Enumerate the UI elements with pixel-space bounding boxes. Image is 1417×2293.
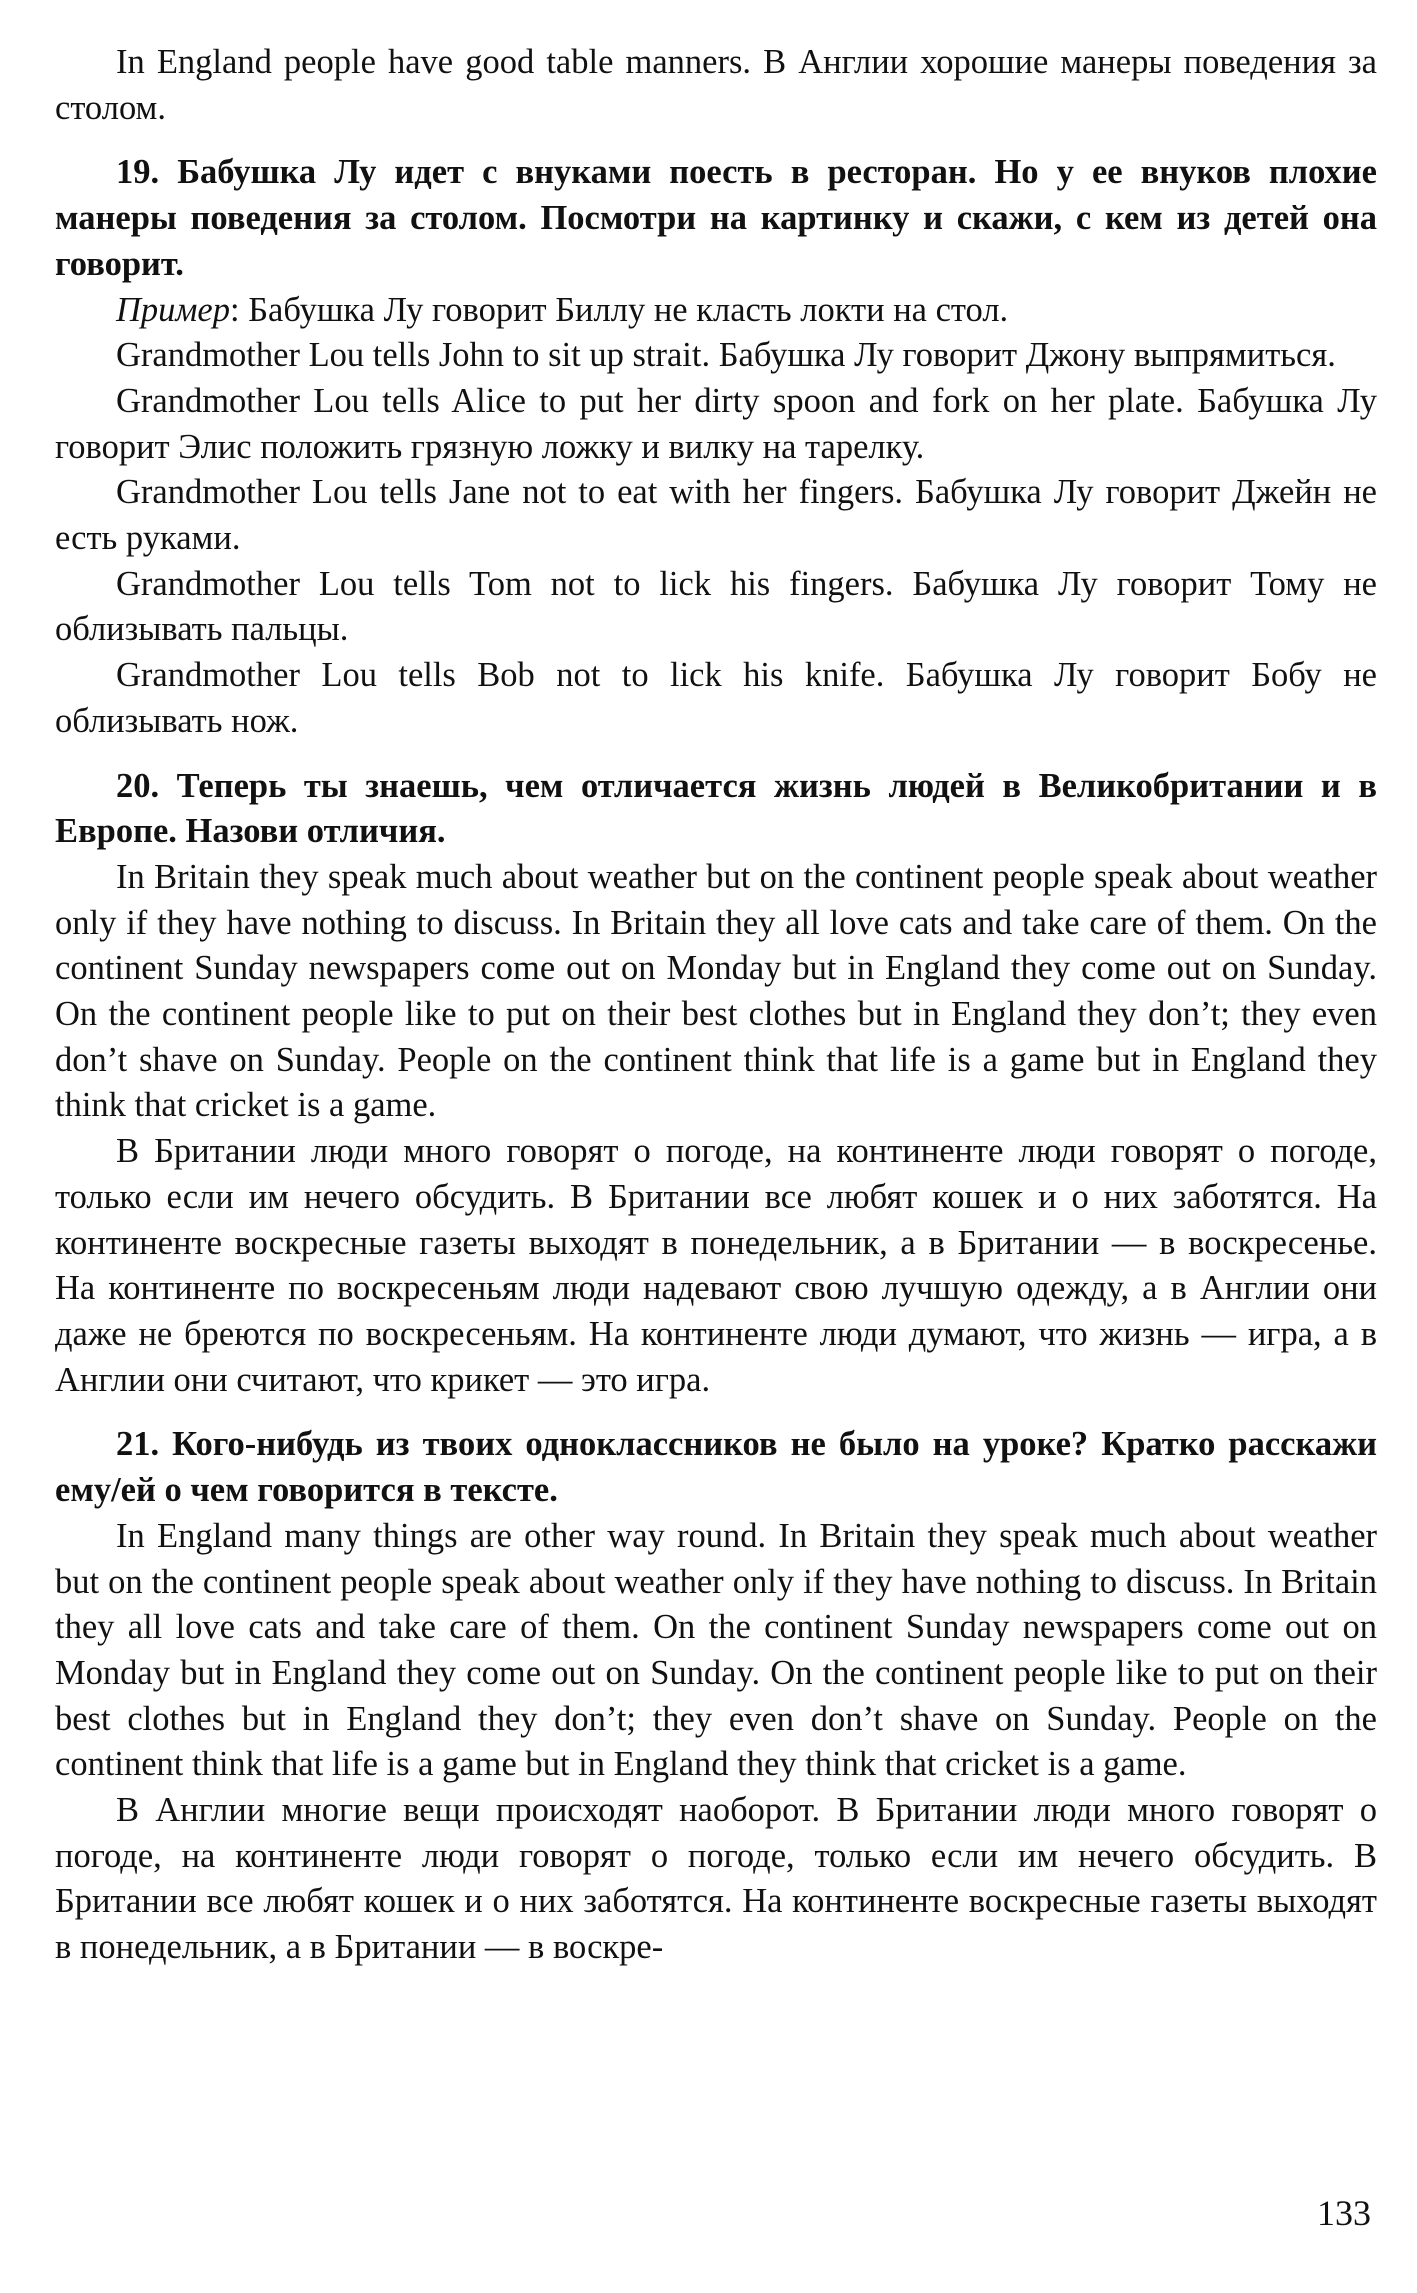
example-label: Пример bbox=[116, 290, 230, 329]
intro-paragraph: In England people have good table manners. В Англии хорошие манеры поведения за столом. bbox=[55, 43, 1377, 127]
task-19-example bbox=[55, 288, 1377, 334]
task-20-russian-paragraph: В Британии люди много говорят о погоде, на континенте люди говорят о погоде, только если им нечего обсудить. В Британии все любят кошек и о них заботятся. На континенте воскресные газеты выходят в понедельник, а в Британии — в воскресенье. На континенте по воскресеньям люди надевают свою лучшую одежду, а в Англии они даже не бреются по воскресеньям. На континенте люди думают, что жизнь — игра, а в Англии они считают, что крикет — это игра. bbox=[55, 1132, 1377, 1399]
example-text: : Бабушка Лу говорит Биллу не класть локти на стол. bbox=[230, 290, 1009, 329]
task-19-line: Grandmother Lou tells John to sit up strait. Бабушка Лу говорит Джону выпрямиться. bbox=[116, 336, 1336, 375]
page-number: 133 bbox=[1317, 2193, 1371, 2233]
task-19-line: Grandmother Lou tells Alice to put her dirty spoon and fork on her plate. Бабушка Лу говорит Элис положить грязную ложку и вилку на тарелку. bbox=[55, 381, 1377, 466]
task-21-heading: 21. Кого-нибудь из твоих одноклассников не было на уроке? Кратко расскажи ему/ей о чем говорится в тексте. bbox=[55, 1425, 1377, 1510]
task-19-line: Grandmother Lou tells Bob not to lick his knife. Бабушка Лу говорит Бобу не облизывать нож. bbox=[55, 656, 1377, 740]
task-19-heading: 19. Бабушка Лу идет с внуками поесть в ресторан. Но у ее внуков плохие манеры поведения за столом. Посмотри на картинку и скажи, с кем из детей она говорит. bbox=[55, 153, 1377, 283]
task-21-russian-paragraph: В Англии многие вещи происходят наоборот. В Британии люди много говорят о погоде, на континенте люди говорят о погоде, только если им нечего обсудить. В Британии все любят кошек и о них заботятся. На континенте воскресные газеты выходят в понедельник, а в Британии — в воскре- bbox=[55, 1791, 1377, 1967]
task-21-english-paragraph: In England many things are other way round. In Britain they speak much about weather but on the continent people speak about weather only if they have nothing to discuss. In Britain they all love cats and take care of them. On the continent Sunday newspapers come out on Monday but in England they come out on Sunday. On the continent people like to put on their best clothes but in England they don’t; they even don’t shave on Sunday. People on the continent think that life is a game but in England they think that cricket is a game. bbox=[55, 1516, 1377, 1784]
page-content bbox=[55, 40, 1377, 1971]
task-19-line: Grandmother Lou tells Jane not to eat with her fingers. Бабушка Лу говорит Джейн не есть руками. bbox=[55, 473, 1377, 558]
task-20-heading: 20. Теперь ты знаешь, чем отличается жизнь людей в Великобритании и в Европе. Назови отличия. bbox=[55, 766, 1377, 851]
task-19-line: Grandmother Lou tells Tom not to lick his fingers. Бабушка Лу говорит Тому не облизывать пальцы. bbox=[55, 564, 1377, 649]
task-20-english-paragraph: In Britain they speak much about weather but on the continent people speak about weather only if they have nothing to discuss. In Britain they all love cats and take care of them. On the continent Sunday newspapers come out on Monday but in England they come out on Sunday. On the continent people like to put on their best clothes but in England they don’t; they even don’t shave on Sunday. People on the continent think that life is a game but in England they think that cricket is a game. bbox=[55, 857, 1377, 1125]
